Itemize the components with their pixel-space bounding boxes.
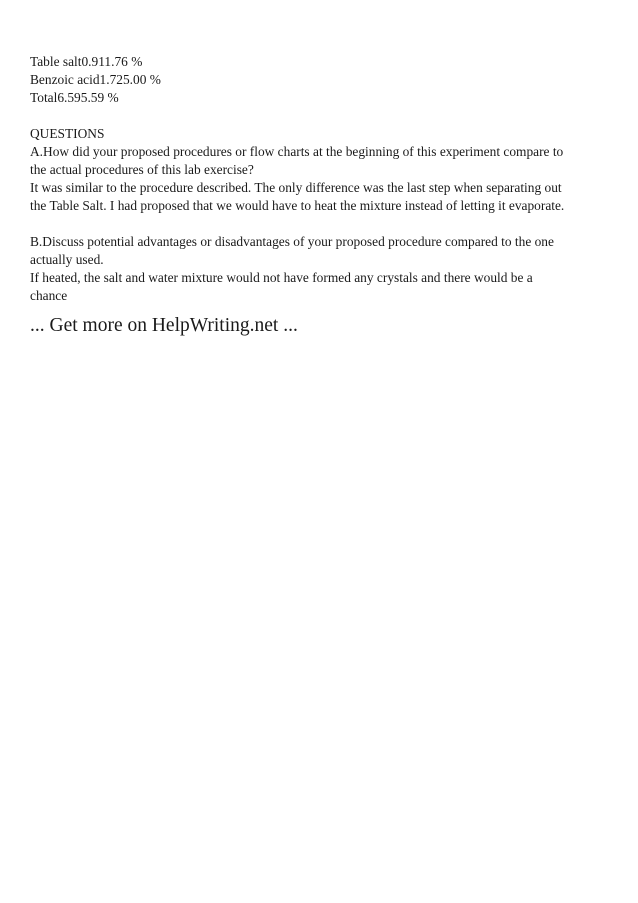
questions-heading: QUESTIONS <box>30 126 105 141</box>
answer-b-line-2: chance <box>30 288 68 303</box>
spacer <box>30 107 620 125</box>
question-a-line-1: A.How did your proposed procedures or flow charts at the beginning of this experiment compare to <box>30 144 564 159</box>
question-b-line-1: B.Discuss potential advantages or disadvantages of your proposed procedure compared to the one <box>30 234 554 249</box>
document-body <box>30 53 620 305</box>
answer-a-line-1: It was similar to the procedure described. The only difference was the last step when separating out <box>30 180 562 195</box>
result-row-benzoic-acid: Benzoic acid1.725.00 % <box>30 72 161 87</box>
result-row-total: Total6.595.59 % <box>30 90 119 105</box>
answer-b-line-1: If heated, the salt and water mixture would not have formed any crystals and there would be a <box>30 270 533 285</box>
question-a-line-2: the actual procedures of this lab exercise? <box>30 162 254 177</box>
spacer <box>30 215 620 233</box>
result-row-table-salt: Table salt0.911.76 % <box>30 54 143 69</box>
promo-link[interactable]: ... Get more on HelpWriting.net ... <box>30 315 298 336</box>
question-b-line-2: actually used. <box>30 252 104 267</box>
answer-a-line-2: the Table Salt. I had proposed that we would have to heat the mixture instead of letting it evaporate. <box>30 198 565 213</box>
